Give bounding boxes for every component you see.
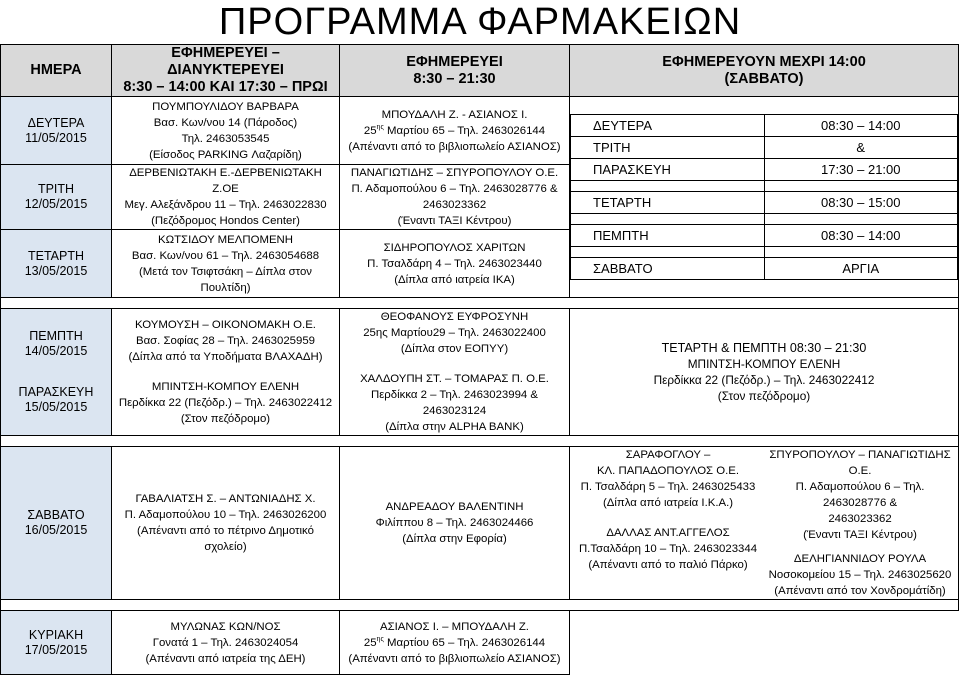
night-pharmacy-tuesday: ΔΕΡΒΕΝΙΩΤΑΚΗ Ε.-ΔΕΡΒΕΝΙΩΤΑΚΗ Ζ.ΟΕ Μεγ. Αλεξάνδρου 11 – Τηλ. 2463022830 (Πεζόδρομος Hondos Center) <box>112 165 340 230</box>
day-cell-thursday-friday: ΠΕΜΠΤΗ 14/05/2015 ΠΑΡΑΣΚΕΥΗ 15/05/2015 <box>1 309 112 436</box>
header-day: ΗΜΕΡΑ <box>1 45 112 97</box>
night-pharmacy-wednesday: ΚΩΤΣΙΔΟΥ ΜΕΛΠΟΜΕΝΗ Βασ. Κων/νου 61 – Τηλ. 2463054688 (Μετά τον Τσιφτσάκη – Δίπλα στον Πουλτίδη) <box>112 230 340 298</box>
opening-hours-table: ΔΕΥΤΕΡΑ 08:30 – 14:00 ΤΡΙΤΗ & ΠΑΡΑΣΚΕΥΗ 17:30 – 21:00 ΤΕΤΑΡΤΗ 08:30 – 15:00 ΠΕΜΠΤΗ 08:30 – 14:00 ΣΑΒΒΑΤΟ ΑΡΓΙΑ <box>570 114 958 280</box>
header-day-duty: ΕΦΗΜΕΡΕΥΕΙ 8:30 – 21:30 <box>340 45 570 97</box>
page-title: ΠΡΟΓΡΑΜΜΑ ΦΑΡΜΑΚΕΙΩΝ <box>218 1 742 43</box>
day-pharmacy-tuesday: ΠΑΝΑΓΙΩΤΙΔΗΣ – ΣΠΥΡΟΠΟΥΛΟΥ Ο.Ε. Π. Αδαμοπούλου 6 – Τηλ. 2463028776 & 2463023362 (Έναντι ΤΑΞΙ Κέντρου) <box>340 165 570 230</box>
sunday-empty-cell <box>570 611 959 675</box>
header-night-duty: ΕΦΗΜΕΡΕΥΕΙ – ΔΙΑΝΥΚΤΕΡΕΥΕΙ 8:30 – 14:00 ΚΑΙ 17:30 – ΠΡΩΙ <box>112 45 340 97</box>
night-pharmacy-monday: ΠΟΥΜΠΟΥΛΙΔΟΥ ΒΑΡΒΑΡΑ Βασ. Κων/νου 14 (Πάροδος) Τηλ. 2463053545 (Είσοδος PARKING Λαζαρίδη) <box>112 97 340 165</box>
day-cell-sunday: ΚΥΡΙΑΚΗ 17/05/2015 <box>1 611 112 675</box>
opening-hours-panel <box>570 97 959 298</box>
pharmacy-schedule-table <box>0 44 959 675</box>
day-cell-monday: ΔΕΥΤΕΡΑ 11/05/2015 <box>1 97 112 165</box>
saturday-pharmacy-left: ΣΑΡΑΦΟΓΛΟΥ – ΚΛ. ΠΑΠΑΔΟΠΟΥΛΟΣ Ο.Ε. Π. Τσαλδάρη 5 – Τηλ. 2463025433 (Δίπλα από ιατρεία Ι.Κ.Α.) ΔΑΛΛΑΣ ΑΝΤ.ΑΓΓΕΛΟΣ Π.Τσαλδάρη 10 – Τηλ. 2463023344 (Απέναντι από το παλιό Πάρκο) <box>578 449 758 571</box>
day-cell-wednesday: ΤΕΤΑΡΤΗ 13/05/2015 <box>1 230 112 298</box>
day-pharmacy-thursday-friday: ΘΕΟΦΑΝΟΥΣ ΕΥΦΡΟΣΥΝΗ 25ης Μαρτίου29 – Τηλ. 2463022400 (Δίπλα στον ΕΟΠΥΥ) ΧΑΛΔΟΥΠΗ ΣΤ. – ΤΟΜΑΡΑΣ Π. Ο.Ε. Περδίκκα 2 – Τηλ. 2463023994 & 2463023124 (Δίπλα στην ALPHA BANK) <box>340 309 570 436</box>
day-pharmacy-saturday: ΑΝΔΡΕΑΔΟΥ ΒΑΛΕΝΤΙΝΗ Φιλίππου 8 – Τηλ. 2463024466 (Δίπλα στην Εφορία) <box>340 447 570 600</box>
night-pharmacy-sunday: ΜΥΛΩΝΑΣ ΚΩΝ/ΝΟΣ Γονατά 1 – Τηλ. 2463024054 (Απέναντι από ιατρεία της ΔΕΗ) <box>112 611 340 675</box>
day-pharmacy-monday: ΜΠΟΥΔΑΛΗ Ζ. - ΑΣΙΑΝΟΣ Ι. $25^{\eta\varsigma}$ Μαρτίου 65 – Τηλ. 2463026144 (Απέναντι από το βιβλιοπωλείο ΑΣΙΑΝΟΣ) <box>340 97 570 165</box>
night-pharmacy-saturday: ΓΑΒΑΛΙΑΤΣΗ Σ. – ΑΝΤΩΝΙΑΔΗΣ Χ. Π. Αδαμοπούλου 10 – Τηλ. 2463026200 (Απέναντι από το πέτρινο Δημοτικό σχολείο) <box>112 447 340 600</box>
special-wed-thu-pharmacy: ΤΕΤΑΡΤΗ & ΠΕΜΠΤΗ 08:30 – 21:30 ΜΠΙΝΤΣΗ-ΚΟΜΠΟΥ ΕΛΕΝΗ Περδίκκα 22 (Πεζόδρ.) – Τηλ. 2463022412 (Στον πεζόδρομο) <box>570 309 959 436</box>
day-cell-tuesday: ΤΡΙΤΗ 12/05/2015 <box>1 165 112 230</box>
saturday-pharmacy-right: ΣΠΥΡΟΠΟΥΛΟΥ – ΠΑΝΑΓΙΩΤΙΔΗΣ Ο.Ε. Π. Αδαμοπούλου 6 – Τηλ. 2463028776 & 2463023362 (Έναντι ΤΑΞΙ Κέντρου) ΔΕΛΗΓΙΑΝΝΙΔΟΥ ΡΟΥΛΑ Νοσοκομείου 15 – Τηλ. 2463025620 (Απέναντι από τον Χονδρομάτίδη) <box>768 449 952 597</box>
day-pharmacy-sunday: ΑΣΙΑΝΟΣ Ι. – ΜΠΟΥΔΑΛΗ Ζ. $25^{\eta\varsigma}$ Μαρτίου 65 – Τηλ. 2463026144 (Απέναντι από το βιβλιοπωλείο ΑΣΙΑΝΟΣ) <box>340 611 570 675</box>
header-saturday-duty: ΕΦΗΜΕΡΕΥΟΥΝ ΜΕΧΡΙ 14:00 (ΣΑΒΒΑΤΟ) <box>570 45 959 97</box>
night-pharmacy-thursday-friday: ΚΟΥΜΟΥΣΗ – ΟΙΚΟΝΟΜΑΚΗ Ο.Ε. Βασ. Σοφίας 28 – Τηλ. 2463025959 (Δίπλα από τα Υποδήματα ΒΛΑΧΑΔΗ) ΜΠΙΝΤΣΗ-ΚΟΜΠΟΥ ΕΛΕΝΗ Περδίκκα 22 (Πεζόδρ.) – Τηλ. 2463022412 (Στον πεζόδρομο) <box>112 309 340 436</box>
saturday-morning-pharmacies <box>570 447 959 600</box>
day-cell-saturday: ΣΑΒΒΑΤΟ 16/05/2015 <box>1 447 112 600</box>
day-pharmacy-wednesday: ΣΙΔΗΡΟΠΟΥΛΟΣ ΧΑΡΙΤΩΝ Π. Τσαλδάρη 4 – Τηλ. 2463023440 (Δίπλα από ιατρεία ΙΚΑ) <box>340 230 570 298</box>
